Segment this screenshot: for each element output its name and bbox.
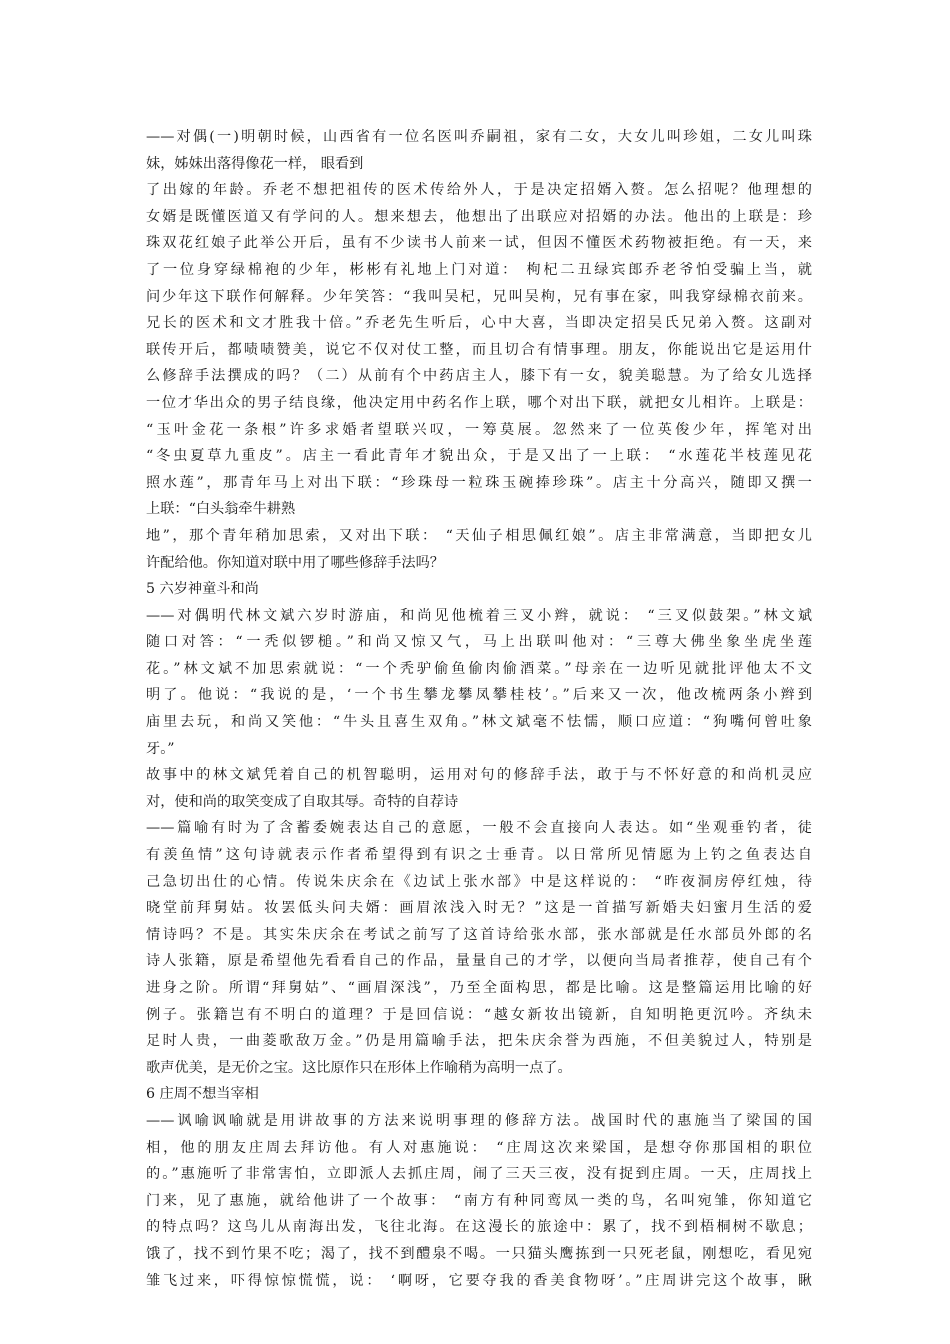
- text-line: 了出嫁的年龄。乔老不想把祖传的医术传给外人，于是决定招婿入赘。怎么招呢？他理想的: [146, 182, 812, 199]
- text-line: 有羡鱼情”这句诗就表示作者希望得到有识之士垂青。以日常所见情愿为上钓之鱼表达自: [146, 847, 812, 864]
- text-line: 随口对答：“一秃似锣槌。”和尚又惊又气，马上出联叫他对：“三尊大佛坐象坐虎坐莲: [146, 634, 812, 651]
- text-line: 的。”惠施听了非常害怕，立即派人去抓庄周，闹了三天三夜，没有捉到庄周。一天，庄周找上: [146, 1166, 812, 1183]
- text-line: 故事中的林文斌凭着自己的机智聪明，运用对句的修辞手法，敢于与不怀好意的和尚机灵应: [146, 767, 812, 784]
- text-line: 庙里去玩，和尚又笑他：“牛头且喜生双角。”林文斌毫不怯懦，顺口应道：“狗嘴何曾吐象: [146, 714, 812, 731]
- text-line: 明了。他说：“我说的是，‘一个书生攀龙攀凤攀桂枝’。”后来又一次，他改梳两条小辫到: [146, 687, 812, 704]
- text-line: 歌声优美，是无价之宝。这比原作只在形体上作喻稍为高明一点了。: [146, 1059, 572, 1076]
- text-line: “玉叶金花一条根”许多求婚者望联兴叹，一筹莫展。忽然来了一位英俊少年，挥笔对出: [146, 421, 812, 438]
- text-line: 珠双花红娘子此举公开后，虽有不少读书人前来一试，但因不懂医术药物被拒绝。有一天，来: [146, 235, 812, 252]
- text-line: 饿了，找不到竹果不吃；渴了，找不到醴泉不喝。一只猫头鹰拣到一只死老鼠，刚想吃，看见宛: [146, 1245, 812, 1262]
- text-line: “冬虫夏草九重皮”。店主一看此青年才貌出众，于是又出了一上联： “水莲花半枝莲见花: [146, 448, 812, 465]
- text-line: 相，他的朋友庄周去拜访他。有人对惠施说： “庄周这次来梁国，是想夺你那国相的职位: [146, 1139, 812, 1156]
- text-line: 妹，姊妹出落得像花一样， 眼看到: [146, 155, 364, 172]
- text-line: 花。”林文斌不加思索就说：“一个秃驴偷鱼偷肉偷酒菜。”母亲在一边听见就批评他太不文: [146, 660, 812, 677]
- text-line: 照水莲”，那青年马上对出下联：“珍珠母一粒珠玉碗捧珍珠”。店主十分高兴，随即又撰一: [146, 474, 812, 491]
- text-line: 问少年这下联作何解释。少年笑答：“我叫吴杞，兄叫吴枸，兄有事在家，叫我穿绿棉衣前来。: [146, 288, 812, 305]
- text-line: 雏飞过来，吓得惊惊慌慌，说： ‘啊呀，它要夺我的香美食物呀’。”庄周讲完这个故事，瞅: [146, 1272, 812, 1289]
- text-line: ——讽喻讽喻就是用讲故事的方法来说明事理的修辞方法。战国时代的惠施当了梁国的国: [146, 1112, 812, 1129]
- text-line: 足时人贵，一曲菱歌敌万金。”仍是用篇喻手法，把朱庆余誉为西施，不但美貌过人，特别是: [146, 1033, 812, 1050]
- text-line: 己急切出仕的心情。传说朱庆余在《边试上张水部》中是这样说的： “昨夜洞房停红烛，待: [146, 873, 812, 890]
- text-line: 一位才华出众的男子结良缘，他决定用中药名作上联，哪个对出下联，就把女儿相许。上联是：: [146, 394, 812, 411]
- text-line: ——对偶明代林文斌六岁时游庙，和尚见他梳着三叉小辫，就说： “三叉似鼓架。”林文斌: [146, 607, 812, 624]
- text-line: 地”，那个青年稍加思索，又对出下联： “天仙子相思佩红娘”。店主非常满意，当即把女儿: [146, 527, 812, 544]
- text-line: 了一位身穿绿棉袍的少年，彬彬有礼地上门对道： 枸杞二丑绿宾郎乔老爷怕受骗上当，就: [146, 261, 812, 278]
- text-line: 联传开后，都啧啧赞美，说它不仅对仗工整，而且切合有情事理。朋友，你能说出它是运用什: [146, 341, 812, 358]
- text-line: 上联：“白头翁牵牛耕熟: [146, 501, 296, 518]
- text-line: 许配给他。你知道对联中用了哪些修辞手法吗？: [146, 554, 444, 571]
- section-heading: 5 六岁神童斗和尚: [146, 581, 259, 598]
- text-line: 兄长的医术和文才胜我十倍。”乔老先生听后，心中大喜，当即决定招吴氏兄弟入赘。这副对: [146, 315, 812, 332]
- document-body: [146, 124, 812, 1294]
- text-line: 的特点吗？这鸟儿从南海出发，飞往北海。在这漫长的旅途中：累了，找不到梧桐树不歇息；: [146, 1219, 812, 1236]
- text-line: 牙。”: [146, 740, 175, 757]
- section-heading: 6 庄周不想当宰相: [146, 1086, 259, 1103]
- text-line: 对，使和尚的取笑变成了自取其辱。奇特的自荐诗: [146, 793, 459, 810]
- text-line: 例子。张籍岂有不明白的道理？于是回信说：“越女新妆出镜新，自知明艳更沉吟。齐纨未: [146, 1006, 812, 1023]
- text-line: 诗人张籍，原是希望他先看看自己的作品，量量自己的才学，以便向当局者推荐，使自己有个: [146, 953, 812, 970]
- text-line: 女婿是既懂医道又有学问的人。想来想去，他想出了出联应对招婿的办法。他出的上联是：珍: [146, 208, 812, 225]
- text-line: 门来，见了惠施，就给他讲了一个故事： “南方有种同鸾凤一类的鸟，名叫宛雏，你知道它: [146, 1192, 812, 1209]
- text-line: 么修辞手法撰成的吗？（二）从前有个中药店主人，膝下有一女，貌美聪慧。为了给女儿选择: [146, 368, 812, 385]
- text-line: 进身之阶。所谓“拜舅姑”、“画眉深浅”，乃至全面构思，都是比喻。这是整篇运用比喻的好: [146, 980, 812, 996]
- text-line: 情诗吗？不是。其实朱庆余在考试之前写了这首诗给张水部，张水部就是任水部员外郎的名: [146, 926, 812, 943]
- text-line: ——对偶(一)明朝时候，山西省有一位名医叫乔嗣祖，家有二女，大女儿叫珍姐，二女儿叫珠: [146, 129, 812, 145]
- text-line: 晓堂前拜舅姑。妆罢低头问夫婿：画眉浓浅入时无？”这是一首描写新婚夫妇蜜月生活的爱: [146, 900, 812, 917]
- text-line: ——篇喻有时为了含蓄委婉表达自己的意愿，一般不会直接向人表达。如“坐观垂钓者，徒: [146, 820, 812, 837]
